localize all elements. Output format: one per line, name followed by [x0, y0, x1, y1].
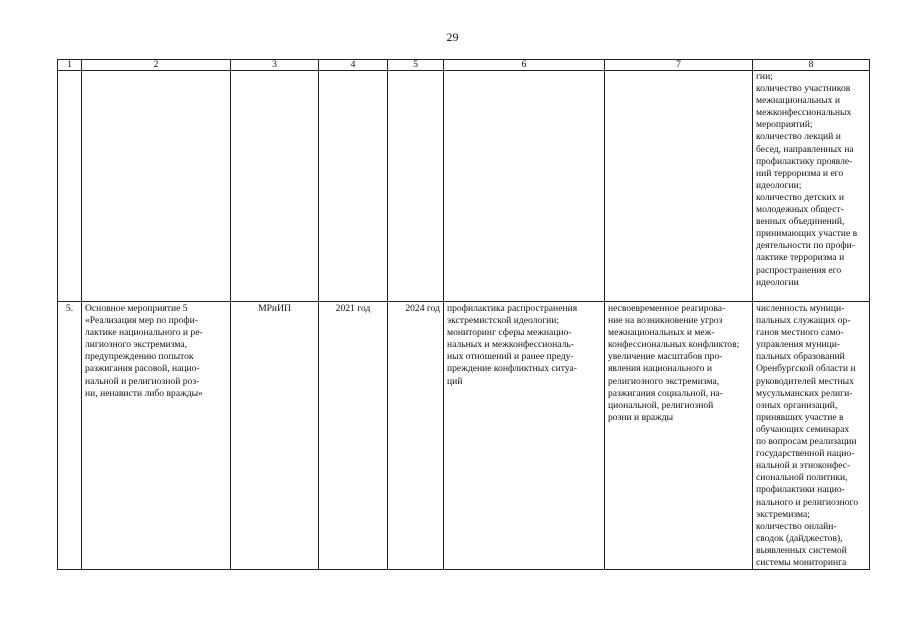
table-row-5: [58, 302, 870, 570]
cell-indicators: численность муници- пальных служащих ор- ганов местного само- управления муници- пальных образований Оренбургской области и руководителей местных мусульманских религи- озных организаций, принявших участие в обучающих семинарах по вопросам реализации государственной нацио- нальной и этноконфес- сиональной политики, профилактики нацио- нального и религиозного экстремизма; количество онлайн- сводок (дайджестов), выявленных системой системы мониторинга: [753, 302, 870, 570]
cell-executor: МРиИП: [231, 302, 319, 570]
column-header-1: 1: [58, 60, 82, 71]
cell-num: [58, 71, 82, 302]
cell-consequences: несвоевременное реагирова- ние на возникновение угроз межнациональных и меж- конфессиональных конфликтов; увеличение масштабов про- явления национального и религиозного экстремизма, разжигания социальной, на- циональной, религиозной розни и вражды: [605, 302, 753, 570]
column-header-3: 3: [231, 60, 319, 71]
cell-result: [444, 71, 605, 302]
cell-start-year: 2021 год: [319, 302, 388, 570]
table-row-continuation: [58, 71, 870, 302]
column-header-6: 6: [444, 60, 605, 71]
cell-event: [82, 71, 231, 302]
program-table: [57, 59, 870, 570]
cell-indicators: гии; количество участников межнациональных и межконфессиональных мероприятий; количество лекций и бесед, направленных на профилактику проявле- ний терроризма и его идеологии; количество детских и молодежных общест- венных объединений, принимающих участие в деятельности по профи- лактике терроризма и распространения его идеологии: [753, 71, 870, 302]
column-header-8: 8: [753, 60, 870, 71]
page-number: 29: [446, 30, 459, 44]
cell-end-year: 2024 год: [388, 302, 444, 570]
cell-end-year: [388, 71, 444, 302]
cell-event: Основное мероприятие 5 «Реализация мер по профи- лактике национального и ре- лигиозного экстремизма, предупреждению попыток разжигания расовой, нацио- нальной и религиозной роз- ни, ненависти либо вражды»: [82, 302, 231, 570]
cell-num: 5.: [58, 302, 82, 570]
cell-executor: [231, 71, 319, 302]
cell-consequences: [605, 71, 753, 302]
cell-result: профилактика распространения экстремистской идеологии; мониторинг сферы межнацио- нальных и межконфессиональ- ных отношений и ранее преду- преждение конфликтных ситуа- ций: [444, 302, 605, 570]
cell-start-year: [319, 71, 388, 302]
column-header-2: 2: [82, 60, 231, 71]
column-header-4: 4: [319, 60, 388, 71]
column-header-5: 5: [388, 60, 444, 71]
column-header-7: 7: [605, 60, 753, 71]
header-row: [58, 60, 870, 71]
